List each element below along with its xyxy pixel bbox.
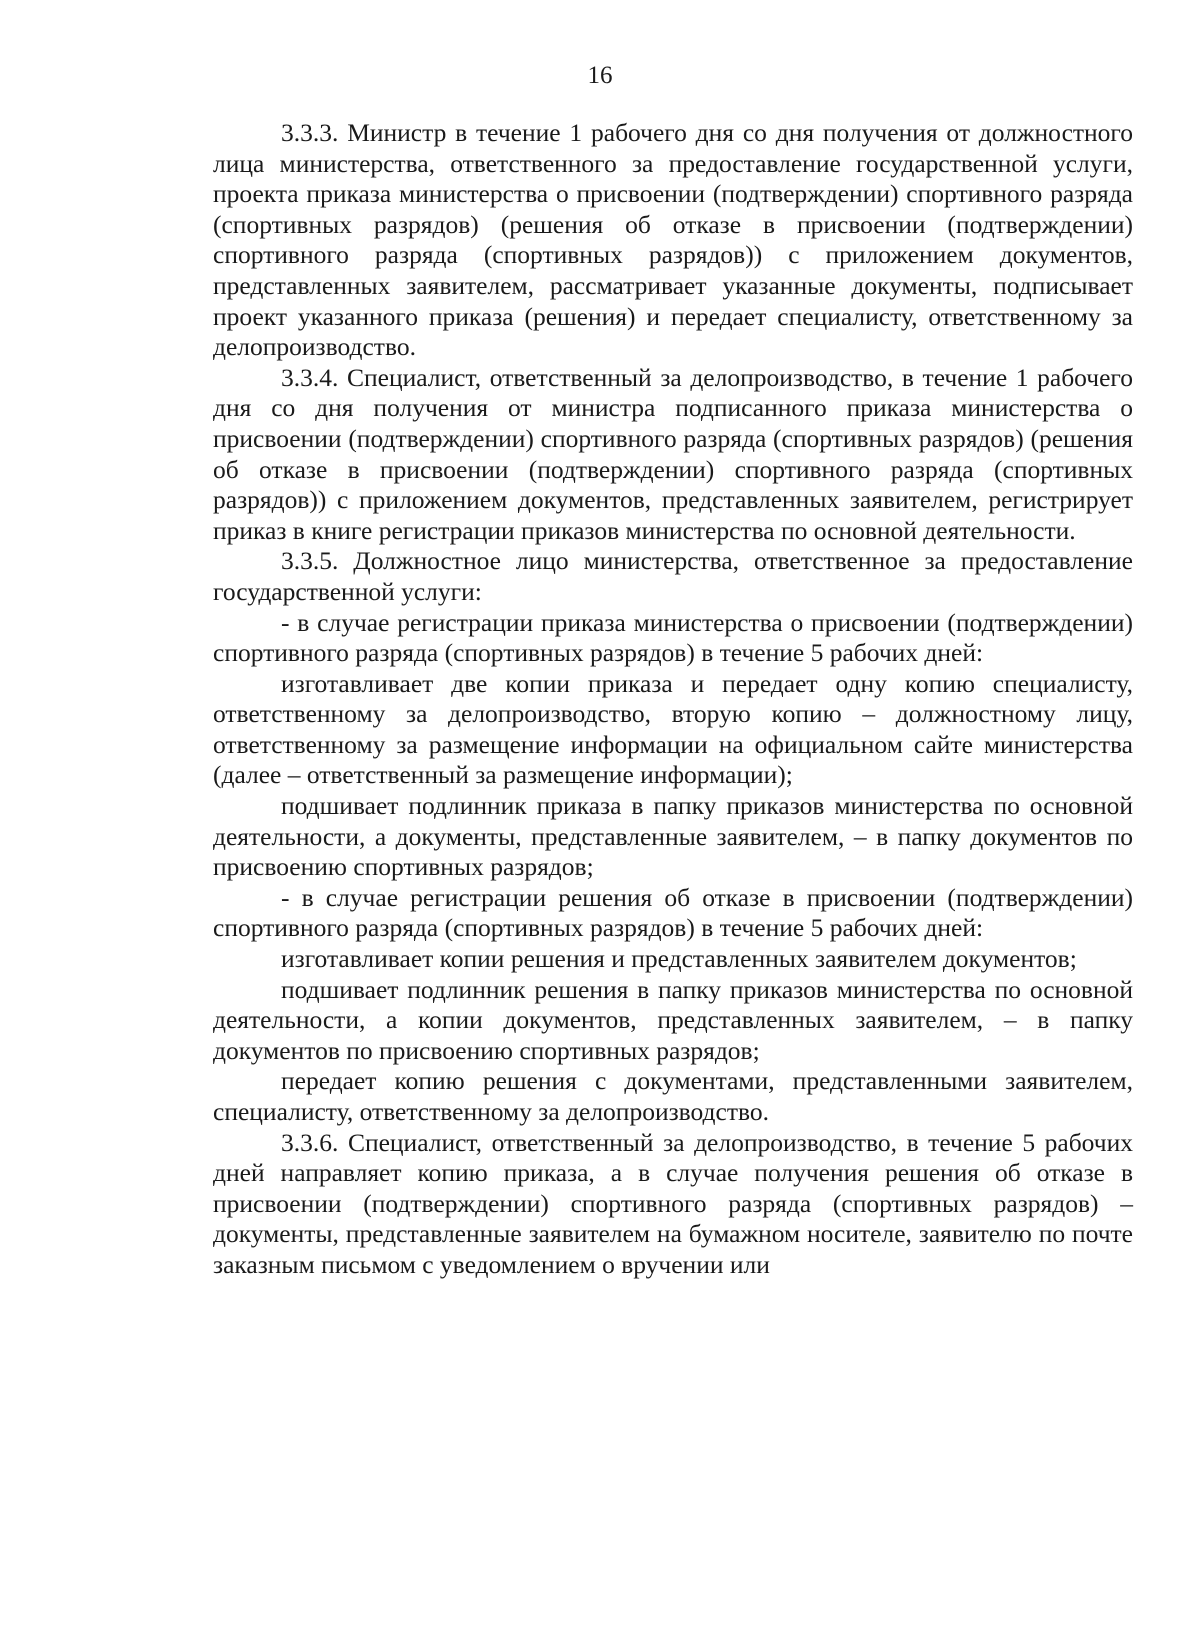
list-item-order-registration: - в случае регистрации приказа министерства о присвоении (подтверждении) спортивного разряда (спортивных разрядов) в течение 5 рабочих дней: — [213, 607, 1133, 668]
page-number: 16 — [587, 62, 613, 89]
paragraph-3-3-5: 3.3.5. Должностное лицо министерства, ответственное за предоставление государственной услуги: — [213, 546, 1133, 606]
paragraph-3-3-4: 3.3.4. Специалист, ответственный за делопроизводство, в течение 1 рабочего дня со дня получения от министра подписанного приказа министерства о присвоении (подтверждении) спортивного разряда (спортивных разрядов) (решения об отказе в присвоении (подтверждении) спортивного разряда (спортивных разрядов)) с приложением документов, представленных заявителем, регистрирует приказ в книге регистрации приказов министерства по основной деятельности. — [213, 362, 1133, 545]
paragraph-order-filing: подшивает подлинник приказа в папку приказов министерства по основной деятельности, а документы, представленные заявителем, – в папку документов по присвоению спортивных разрядов; — [213, 791, 1133, 882]
paragraph-3-3-3: 3.3.3. Министр в течение 1 рабочего дня со дня получения от должностного лица министерства, ответственного за предоставление государственной услуги, проекта приказа министерства о присвоении (подтверждении) спортивного разряда (спортивных разрядов) (решения об отказе в присвоении (подтверждении) спортивного разряда (спортивных разрядов)) с приложением документов, представленных заявителем, рассматривает указанные документы, подписывает проект указанного приказа (решения) и передает специалисту, ответственному за делопроизводство. — [213, 118, 1133, 362]
paragraph-order-copies: изготавливает две копии приказа и передает одну копию специалисту, ответственному за делопроизводство, вторую копию – должностному лицу, ответственному за размещение информации на официальном сайте министерства (далее – ответственный за размещение информации); — [213, 668, 1133, 790]
paragraph-refusal-transfer: передает копию решения с документами, представленными заявителем, специалисту, ответственному за делопроизводство. — [213, 1066, 1133, 1126]
paragraph-refusal-filing: подшивает подлинник решения в папку приказов министерства по основной деятельности, а копии документов, представленных заявителем, – в папку документов по присвоению спортивных разрядов; — [213, 974, 1133, 1065]
document-body — [213, 118, 1133, 1281]
paragraph-3-3-6: 3.3.6. Специалист, ответственный за делопроизводство, в течение 5 рабочих дней направляет копию приказа, а в случае получения решения об отказе в присвоении (подтверждении) спортивного разряда (спортивных разрядов) – документы, представленные заявителем на бумажном носителе, заявителю по почте заказным письмом с уведомлением о вручении или — [213, 1127, 1133, 1279]
paragraph-refusal-copies: изготавливает копии решения и представленных заявителем документов; — [281, 944, 1077, 974]
list-item-refusal-registration: - в случае регистрации решения об отказе в присвоении (подтверждении) спортивного разряда (спортивных разрядов) в течение 5 рабочих дней: — [213, 882, 1133, 943]
